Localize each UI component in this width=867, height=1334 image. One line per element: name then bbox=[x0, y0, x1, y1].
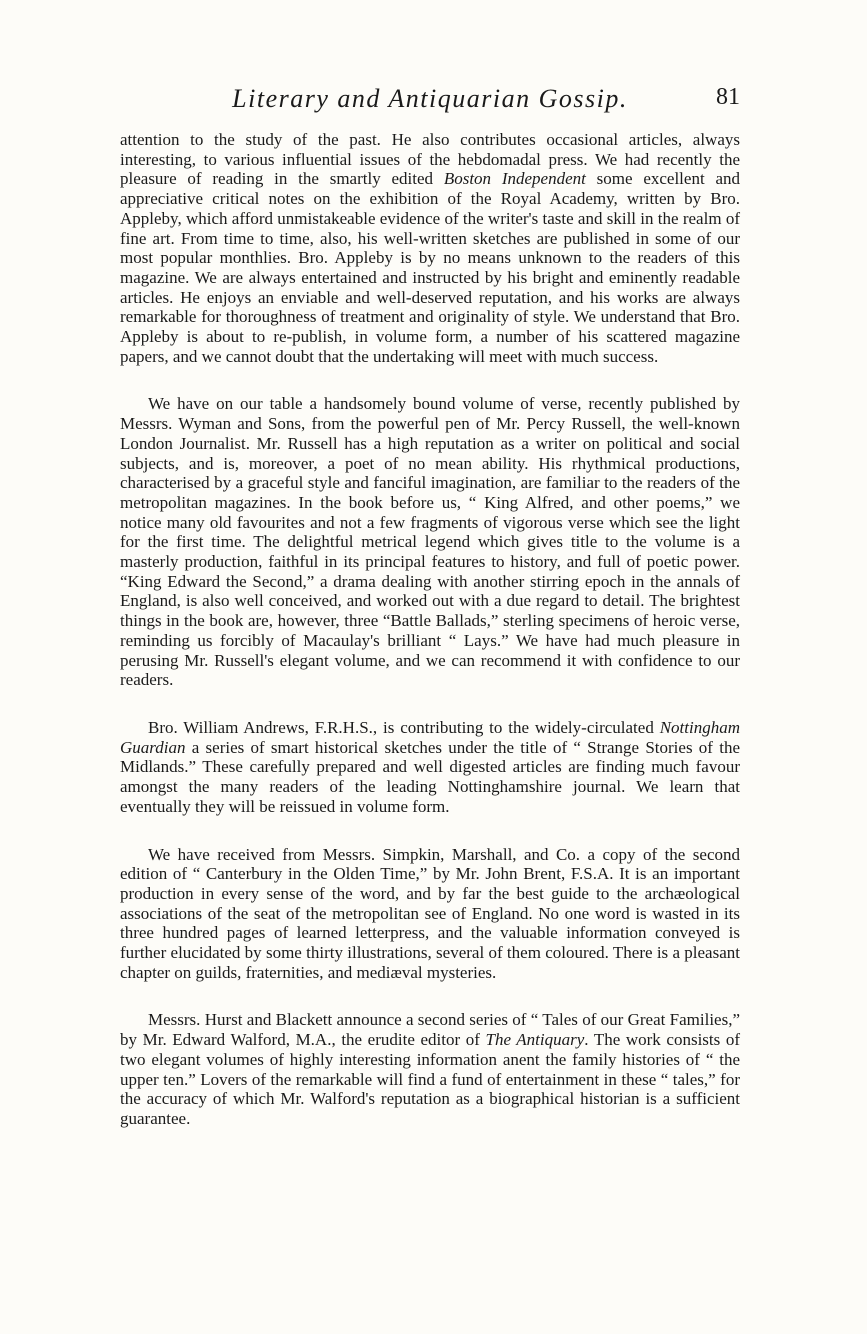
running-title: Literary and Antiquarian Gossip. bbox=[232, 84, 628, 113]
paragraph-andrews bbox=[120, 718, 740, 817]
italic-title: Nottingham Guardian bbox=[120, 717, 740, 757]
running-head bbox=[120, 84, 740, 118]
paragraph-gap bbox=[120, 817, 740, 845]
text-run: a series of smart historical sketches under the title of “ Strange Stories of the Midlands.” These carefully prepared and well digested articles are finding much favour amongst the many readers of the leading Nottinghamshire journal. We learn that eventually they will be reissued in volume form. bbox=[120, 737, 740, 816]
italic-title: The Antiquary bbox=[485, 1030, 585, 1050]
text-run: We have on our table a handsomely bound volume of verse, recently published by Messrs. Wyman and Sons, from the powerful pen of Mr. Percy Russell, the well-known London Journalist. Mr. Russell has a high reputation as a writer on political and social subjects, and is, moreover, a poet of no mean ability. His rhythmical productions, characterised by a graceful style and fanciful imagination, are familiar to the readers of the metropolitan magazines. In the book before us, “ King Alfred, and other poems,” we notice many old favourites and not a few fragments of vigorous verse which see the light for the first time. The delightful metrical legend which gives title to the volume is a masterly production, faithful in its principal features to history, and full of poetic power. “King Edward the Second,” a drama dealing with another stirring epoch in the annals of England, is also well conceived, and worked out with a due regard to detail. The brightest things in the book are, however, three “Battle Ballads,” sterling specimens of heroic verse, reminding us forcibly of Macaulay's brilliant “ Lays.” We have had much pleasure in perusing Mr. Russell's elegant volume, and we can recommend it with confidence to our readers. bbox=[120, 394, 740, 690]
paragraph-brent bbox=[120, 845, 740, 983]
paragraph-gap bbox=[120, 982, 740, 1010]
page-number: 81 bbox=[716, 84, 740, 110]
paragraph-gap bbox=[120, 366, 740, 394]
text-run: . The work consists of two elegant volumes of highly interesting information anent the family histories of “ the upper ten.” Lovers of the remarkable will find a fund of entertainment in these “ tales,” for the accuracy of which Mr. Walford's reputation as a biographical historian is a sufficient guarantee. bbox=[120, 1030, 741, 1128]
text-run: We have received from Messrs. Simpkin, Marshall, and Co. a copy of the second edition of “ Canterbury in the Olden Time,” by Mr. John Brent, F.S.A. It is an important production in every sense of the word, and by far the best guide to the archæological associations of the seat of the metropolitan see of England. No one word is wasted in its three hundred pages of learned letterpress, and the valuable information conveyed is further elucidated by some thirty illustrations, several of them coloured. There is a pleasant chapter on guilds, fraternities, and mediæval mysteries. bbox=[120, 844, 740, 982]
paragraph-russell bbox=[120, 394, 740, 690]
paragraph-walford bbox=[120, 1010, 740, 1128]
text-run: Messrs. Hurst and Blackett announce a second series of “ Tales of our Great Families,” by Mr. Edward Walford, M.A., the erudite editor of bbox=[120, 1010, 740, 1050]
paragraph-gap bbox=[120, 690, 740, 718]
paragraph-appleby bbox=[120, 130, 740, 366]
body-text bbox=[120, 130, 740, 1129]
text-run: some excellent and appreciative critical notes on the exhibition of the Royal Academy, written by Bro. Appleby, which afford unmistakeable evidence of the writer's taste and skill in the realm of fine art. From time to time, also, his well-written sketches are published in some of our most popular monthlies. Bro. Appleby is by no means unknown to the readers of this magazine. We are always entertained and instructed by his bright and eminently readable articles. He enjoys an enviable and well-deserved reputation, and his works are always remarkable for thoroughness of treatment and originality of style. We understand that Bro. Appleby is about to re-publish, in volume form, a number of his scattered magazine papers, and we cannot doubt that the undertaking will meet with much success. bbox=[120, 169, 741, 366]
text-run: Bro. William Andrews, F.R.H.S., is contributing to the widely-circulated bbox=[148, 717, 660, 737]
text-run: attention to the study of the past. He also contributes occasional articles, always interesting, to various influential issues of the hebdomadal press. We had recently the pleasure of reading in the smartly edited bbox=[120, 130, 740, 189]
italic-title: Boston Independent bbox=[443, 169, 586, 189]
